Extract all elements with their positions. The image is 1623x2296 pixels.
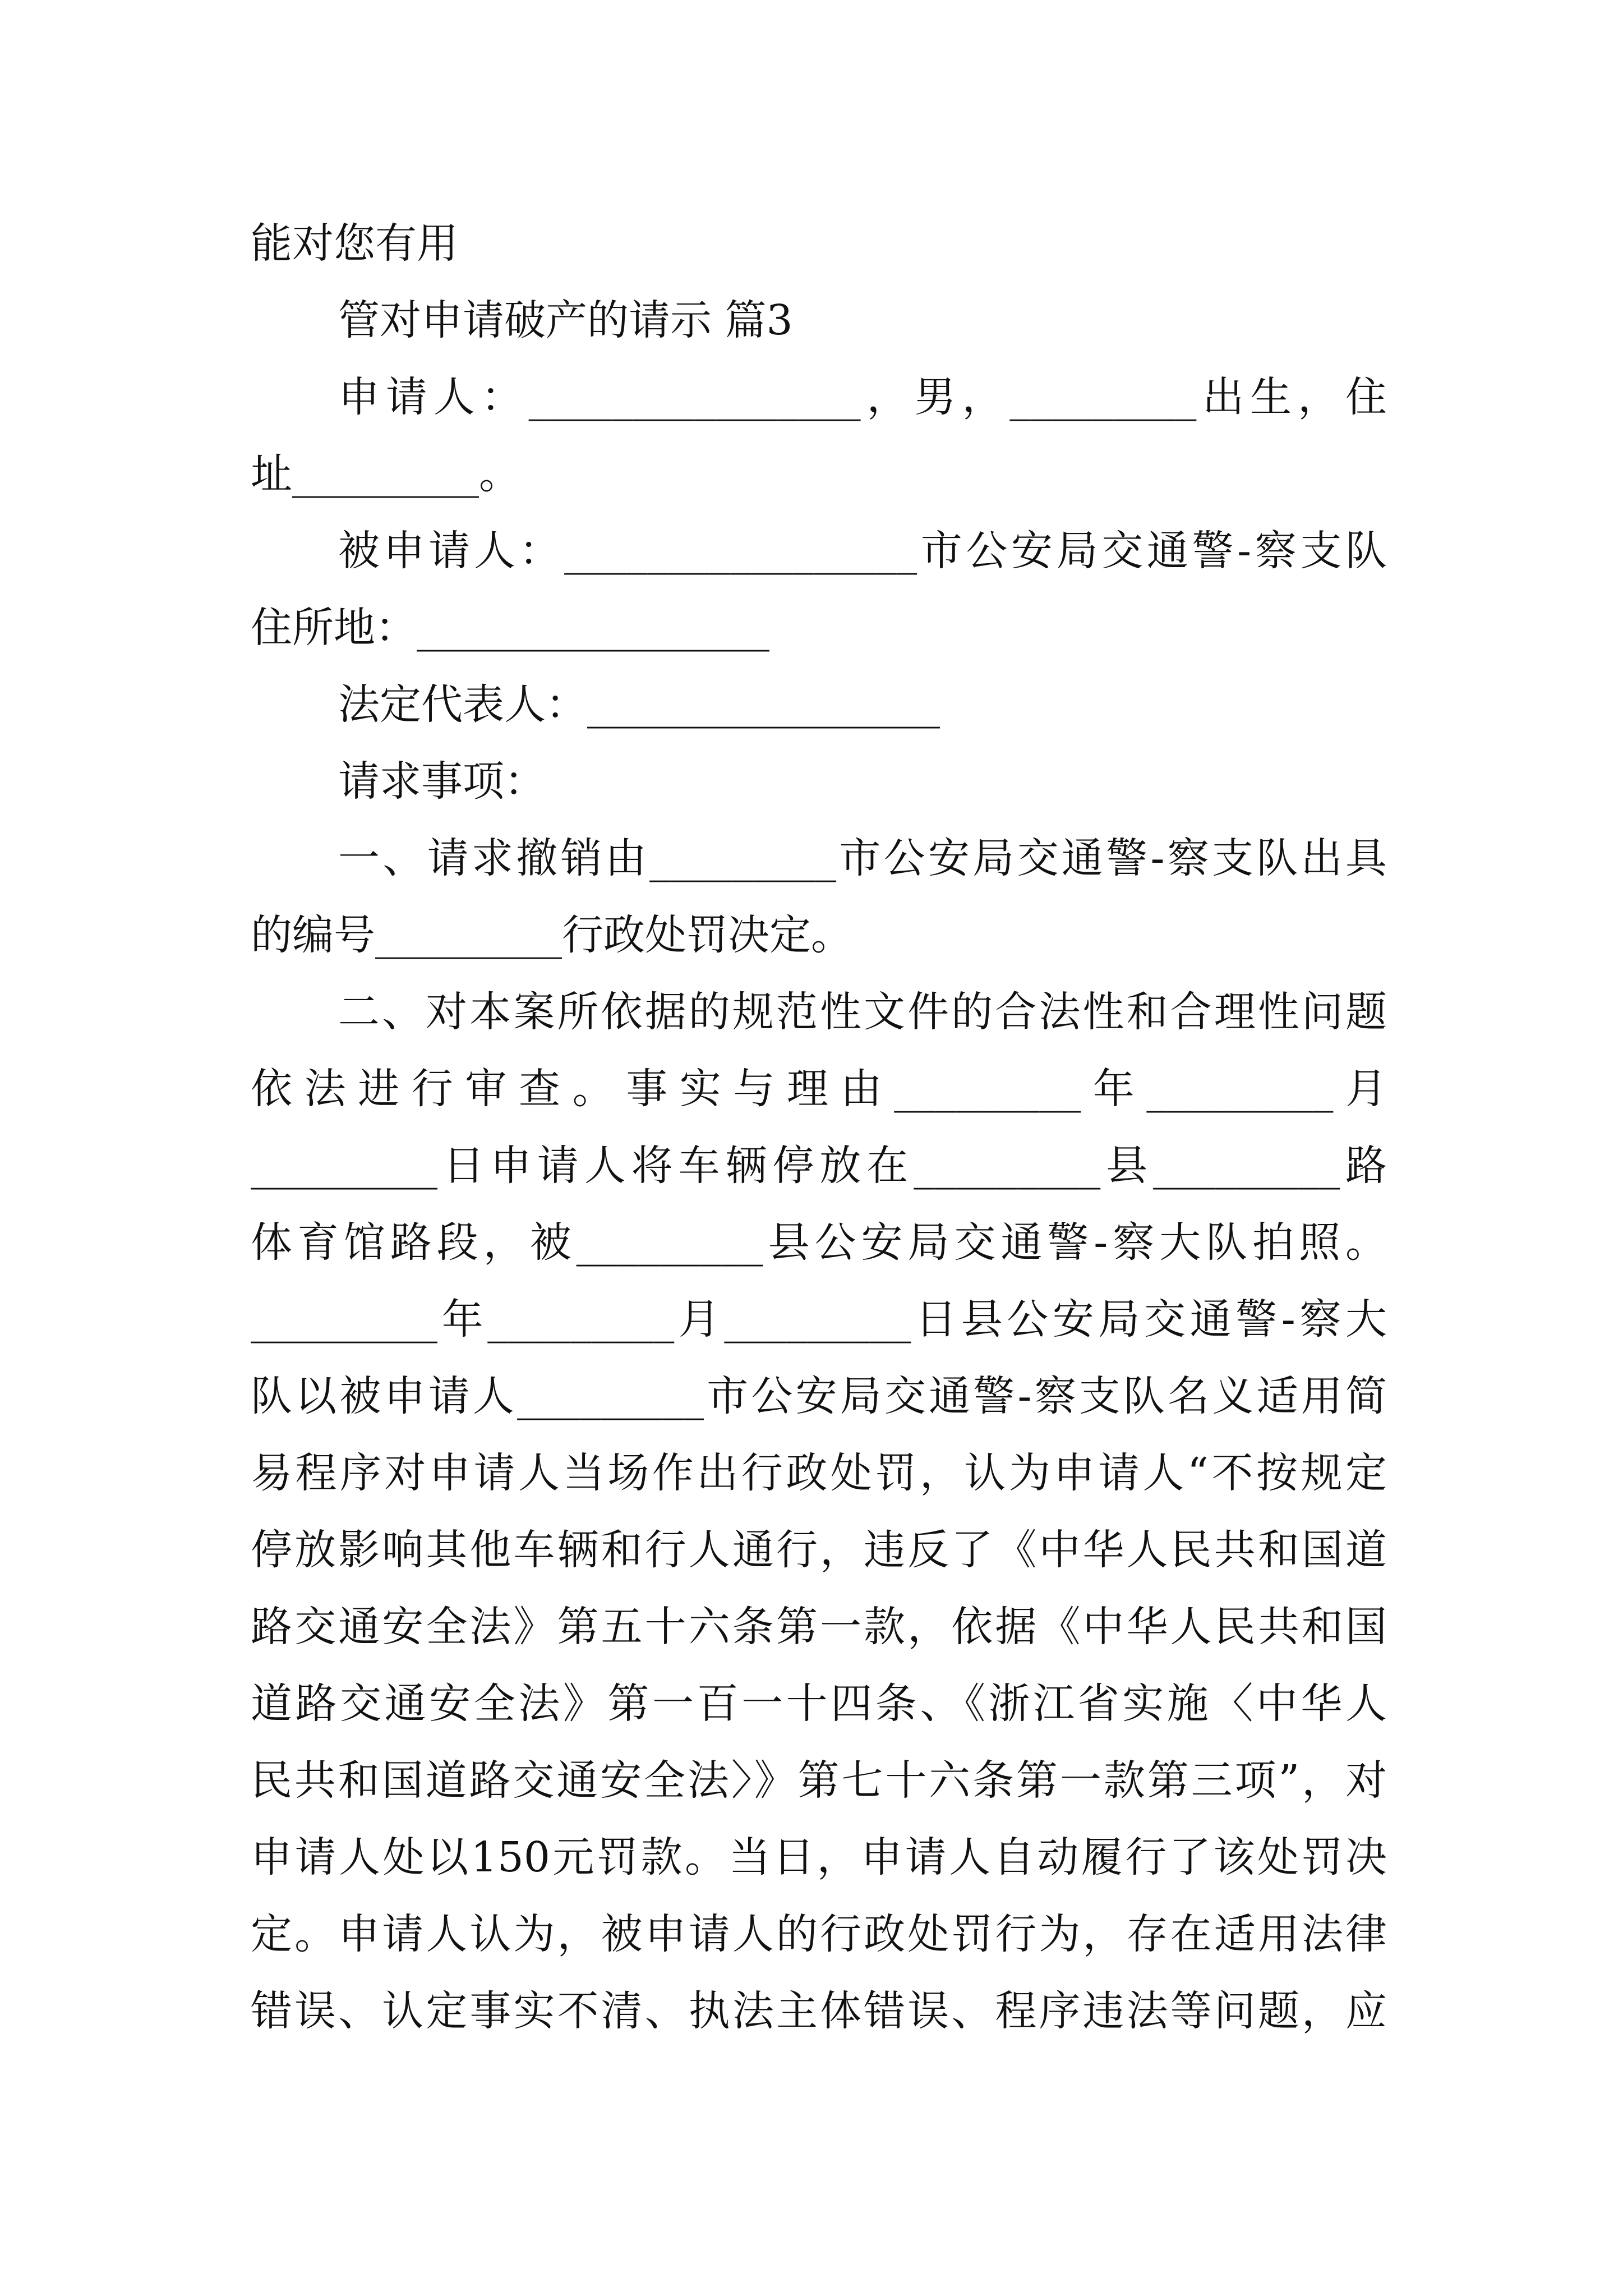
text-line: 能对您有用: [251, 219, 458, 268]
text-line: _________年_________月_________日县公安局交通警-察大: [251, 1295, 1387, 1343]
text-line: 二、对本案所依据的规范性文件的合法性和合理性问题: [338, 988, 1387, 1036]
text-line: 申请人：________________，男，_________出生，住: [338, 373, 1387, 421]
text-line: 法定代表人：_________________: [338, 680, 940, 729]
text-line: 体育馆路段，被_________县公安局交通警-察大队拍照。: [251, 1218, 1387, 1267]
text-line: _________日申请人将车辆停放在_________县_________路: [251, 1142, 1387, 1190]
text-line: 定。申请人认为，被申请人的行政处罚行为，存在适用法律: [251, 1910, 1387, 1958]
text-line: 队以被申请人_________市公安局交通警-察支队名义适用简: [251, 1372, 1387, 1420]
section-title: 管对申请破产的请示 篇3: [338, 296, 793, 344]
text-line: 错误、认定事实不清、执法主体错误、程序违法等问题，应: [251, 1987, 1387, 2035]
text-line: 住所地：_________________: [251, 604, 769, 652]
text-line: 易程序对申请人当场作出行政处罚，认为申请人“不按规定: [251, 1449, 1387, 1497]
text-line: 址_________。: [251, 450, 520, 498]
text-line: 民共和国道路交通安全法〉》第七十六条第一款第三项”，对: [251, 1756, 1387, 1805]
document-page: [251, 205, 1387, 2050]
text-line: 道路交通安全法》第一百一十四条、《浙江省实施〈中华人: [251, 1680, 1387, 1728]
text-line: 申请人处以150元罚款。当日，申请人自动履行了该处罚决: [251, 1833, 1387, 1881]
text-line: 路交通安全法》第五十六条第一款，依据《中华人民共和国: [251, 1603, 1387, 1651]
text-line: 一、请求撤销由_________市公安局交通警-察支队出具: [338, 834, 1387, 882]
text-line: 请求事项：: [338, 757, 546, 806]
text-line: 的编号_________行政处罚决定。: [251, 911, 852, 959]
text-line: 被申请人：_________________市公安局交通警-察支队: [338, 527, 1387, 575]
text-line: 依法进行审查。事实与理由_________年_________月: [251, 1065, 1387, 1113]
text-line: 停放影响其他车辆和行人通行，违反了《中华人民共和国道: [251, 1526, 1387, 1574]
